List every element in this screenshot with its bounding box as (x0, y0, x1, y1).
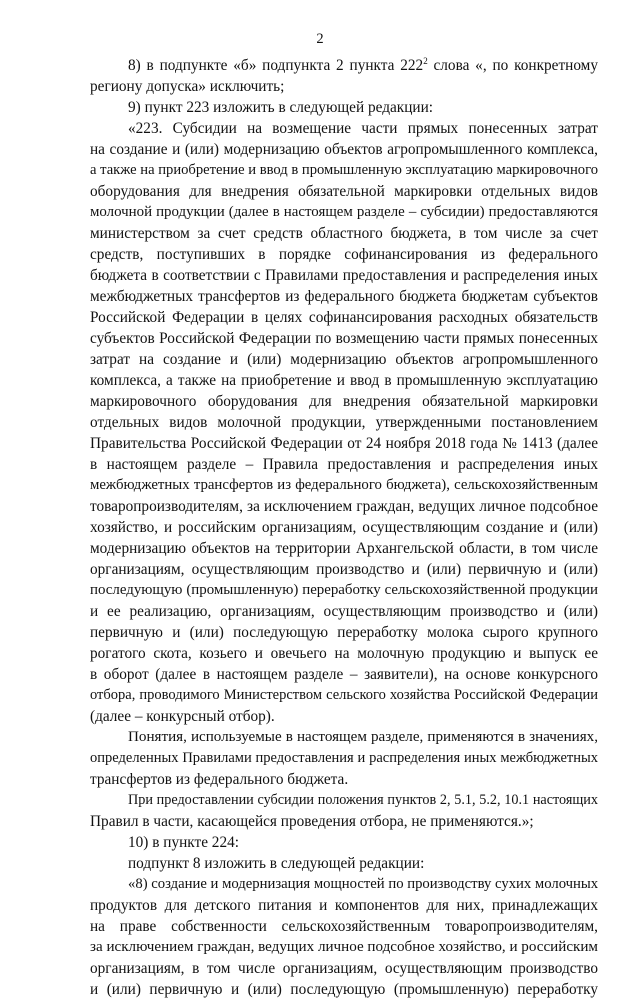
text-line (90, 937, 598, 958)
text-line (90, 748, 598, 769)
text-line-content: продуктов для детского питания и компонентов для них, принадлежащих (90, 897, 598, 914)
text-line-content: Правил в части, касающейся проведения отбора, не применяются.»; (90, 813, 534, 830)
text-line (90, 55, 598, 76)
text-line-content: маркировочного оборудования для внедрения обязательной маркировки (90, 393, 598, 410)
text-line-content: в настоящем разделе – Правила предоставления и распределения иных (90, 456, 598, 473)
text-line-content: (далее – конкурсный отбор). (90, 708, 275, 725)
document-body (90, 55, 598, 1000)
text-line (90, 580, 598, 601)
text-line-content: организациям, осуществляющим производство и (или) первичную и (или) (90, 561, 598, 578)
superscript: 2 (423, 56, 428, 66)
text-line (90, 181, 598, 202)
text-line-content: комплекса, а также на приобретение и ввод в промышленную эксплуатацию (90, 372, 598, 389)
text-line (90, 97, 598, 118)
text-line (90, 139, 598, 160)
text-line (90, 286, 598, 307)
text-line-content: бюджета в соответствии с Правилами предоставления и распределения иных (90, 267, 598, 284)
text-line-content: отбора, проводимого Министерством сельского хозяйства Российской Федерации (90, 687, 598, 703)
text-line-content: модернизацию объектов на территории Архангельской области, в том числе (90, 540, 598, 557)
text-line-content: на праве собственности сельскохозяйственным товаропроизводителям, (90, 918, 598, 935)
text-line (90, 76, 598, 97)
text-line (90, 601, 598, 622)
text-line (90, 811, 598, 832)
text-line (90, 727, 598, 748)
text-line-content: и (или) первичную и (или) последующую (промышленную) переработку (90, 981, 598, 998)
text-line-content: трансфертов из федерального бюджета. (90, 771, 349, 788)
text-line-content: Российской Федерации в целях софинансирования расходных обязательств (90, 309, 598, 326)
text-line-content: первичную и (или) последующую переработку молока сырого крупного (90, 624, 598, 641)
text-line (90, 538, 598, 559)
text-line (90, 853, 598, 874)
text-line-content: рогатого скота, козьего и овечьего на молочную продукцию и выпуск ее (90, 645, 598, 662)
text-line (90, 874, 598, 895)
text-line (90, 244, 598, 265)
text-line (90, 454, 598, 475)
text-line-content: в оборот (далее в настоящем разделе – заявители), на основе конкурсного (90, 666, 598, 683)
text-line-content: за исключением граждан, ведущих личное подсобное хозяйство, и российским (90, 939, 598, 955)
text-line (90, 370, 598, 391)
text-line-content: При предоставлении субсидии положения пунктов 2, 5.1, 5.2, 10.1 настоящих (128, 792, 598, 808)
text-line-content: товаропроизводителям, за исключением граждан, ведущих личное подсобное (90, 498, 598, 515)
text-line-content: министерством за счет средств областного бюджета, в том числе за счет (90, 225, 598, 242)
text-line (90, 118, 598, 139)
text-line-content: организациям, в том числе организациям, осуществляющим производство (90, 960, 598, 977)
text-line (90, 979, 598, 1000)
text-line (90, 832, 598, 853)
text-line-content: межбюджетных трансфертов из федерального бюджета), сельскохозяйственным (90, 477, 598, 493)
text-line (90, 769, 598, 790)
text-line (90, 202, 598, 223)
text-line (90, 517, 598, 538)
text-line-content: на создание и (или) модернизацию объектов агропромышленного комплекса, (90, 141, 598, 158)
text-line (90, 643, 598, 664)
text-line-continuation: слова «, по конкретному (427, 57, 599, 74)
text-line (90, 895, 598, 916)
text-line (90, 916, 598, 937)
text-line-content: субъектов Российской Федерации по возмещению части прямых понесенных (90, 330, 598, 347)
text-line (90, 307, 598, 328)
page-number: 2 (316, 31, 324, 47)
text-line-content: определенных Правилами предоставления и распределения иных межбюджетных (90, 750, 598, 766)
text-line-content: 10) в пункте 224: (128, 834, 240, 851)
text-line (90, 412, 598, 433)
text-line (90, 475, 598, 496)
text-line-content: последующую (промышленную) переработку сельскохозяйственной продукции (90, 582, 598, 598)
text-line (90, 391, 598, 412)
text-line (90, 685, 598, 706)
text-line-content: межбюджетных трансфертов из федерального бюджета бюджетам субъектов (90, 288, 598, 305)
text-line (90, 790, 598, 811)
text-line (90, 328, 598, 349)
text-line (90, 664, 598, 685)
text-line (90, 349, 598, 370)
text-line-content: Понятия, используемые в настоящем разделе, применяются в значениях, (128, 729, 598, 745)
text-line (90, 496, 598, 517)
text-line-content: Правительства Российской Федерации от 24 ноября 2018 года № 1413 (далее (90, 435, 598, 452)
text-line-content: средств, поступивших в порядке софинансирования из федерального (90, 246, 598, 263)
text-line-content: региону допуска» исключить; (90, 78, 285, 95)
text-line-content: 8) в подпункте «б» подпункта 2 пункта 222 (128, 57, 424, 74)
text-line (90, 223, 598, 244)
text-line (90, 622, 598, 643)
text-line (90, 265, 598, 286)
text-line-content: а также на приобретение и ввод в промышленную эксплуатацию маркировочного (90, 162, 598, 178)
text-line (90, 433, 598, 454)
text-line-content: затрат на создание и (или) модернизацию объектов агропромышленного (90, 351, 598, 368)
text-line-content: отдельных видов молочной продукции, утвержденными постановлением (90, 414, 598, 431)
text-line (90, 706, 598, 727)
text-line-content: молочной продукции (далее в настоящем разделе – субсидии) предоставляются (90, 204, 598, 220)
text-line-content: «8) создание и модернизация мощностей по производству сухих молочных (128, 876, 599, 892)
text-line-content: хозяйство, и российским организациям, осуществляющим создание и (или) (90, 519, 598, 536)
text-line-content: 9) пункт 223 изложить в следующей редакции: (128, 99, 434, 116)
text-line (90, 958, 598, 979)
text-line (90, 559, 598, 580)
text-line-content: «223. Субсидии на возмещение части прямых понесенных затрат (128, 120, 598, 137)
text-line-content: подпункт 8 изложить в следующей редакции: (128, 855, 425, 872)
text-line-content: и ее реализацию, организациям, осуществляющим производство и (или) (90, 603, 598, 620)
text-line (90, 160, 598, 181)
text-line-content: оборудования для внедрения обязательной маркировки отдельных видов (90, 183, 598, 200)
